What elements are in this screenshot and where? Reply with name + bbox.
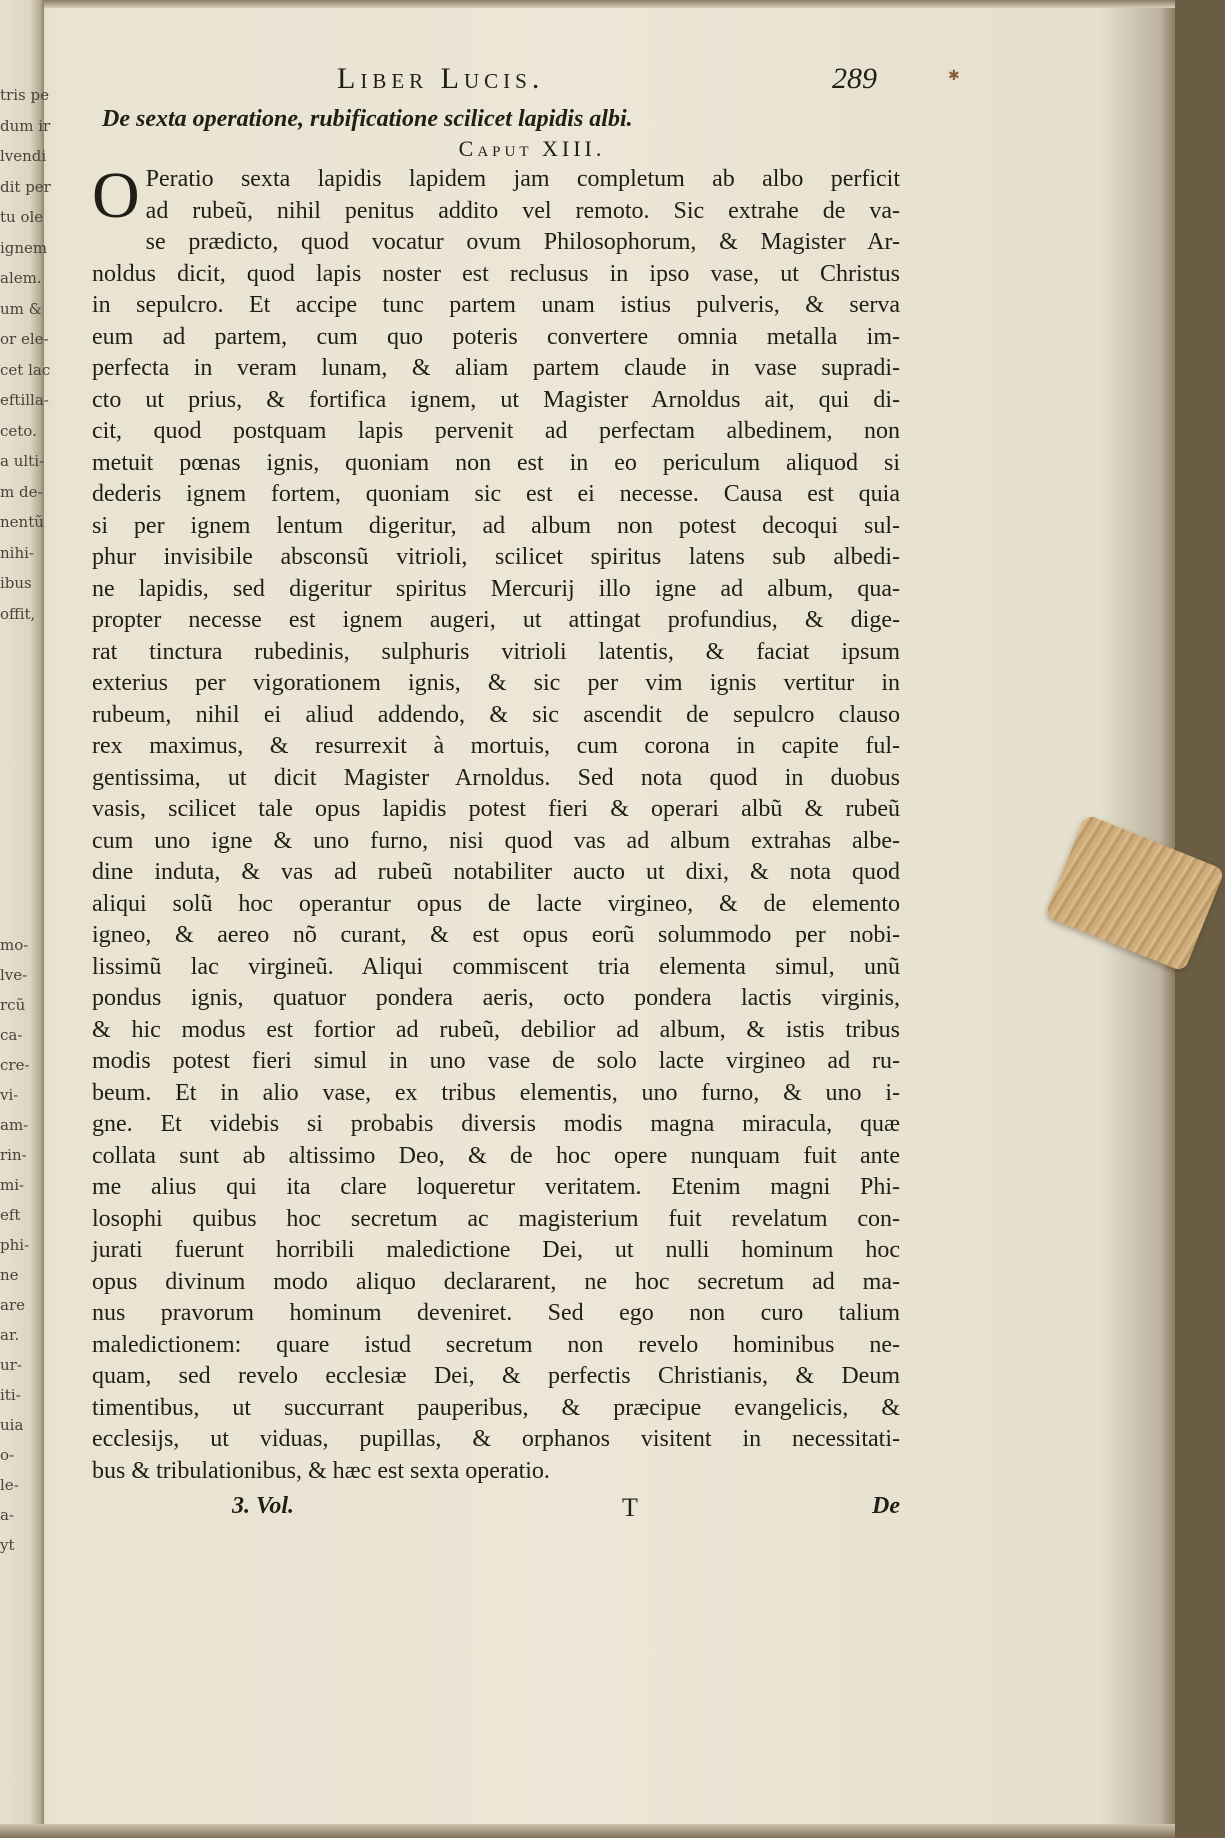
text-line: se prædicto, quod vocatur ovum Philosophorum, & Magister Ar-	[145, 229, 900, 255]
text-line: maledictionem: quare istud secretum non revelo hominibus ne-	[92, 1331, 900, 1358]
text-line: modis potest fieri simul in uno vase de solo lacte virgineo ad ru-	[92, 1048, 900, 1074]
previous-page-fragment: dum ir	[0, 116, 51, 135]
text-line: noldus dicit, quod lapis noster est reclusus in ipso vase, ut Christus	[92, 260, 900, 287]
previous-page-fragments-lower	[0, 930, 40, 1560]
previous-page-fragment: ceto.	[0, 421, 37, 440]
chapter-title: Caput XIII.	[458, 136, 606, 161]
text-line: gne. Et videbis si probabis diversis modis magna miracula, quæ	[92, 1111, 900, 1137]
text-line: igneo, & aereo nõ curant, & est opus eorũ solummodo per nobi-	[92, 922, 900, 948]
text-line: rex maximus, & resurrexit à mortuis, cum corona in capite ful-	[92, 733, 900, 759]
previous-page-fragment: iti-	[0, 1386, 21, 1404]
previous-page-fragment: a ulti-	[0, 452, 45, 470]
text-line: opus divinum modo aliquo declararent, ne hoc secretum ad ma-	[92, 1268, 900, 1295]
text-line: nus pravorum hominum deveniret. Sed ego non curo talium	[92, 1300, 900, 1326]
running-head	[72, 62, 1072, 104]
ink-mark-icon: ✱	[948, 69, 960, 84]
text-line: & hic modus est fortior ad rubeũ, debilior ad album, & istis tribus	[92, 1016, 900, 1043]
previous-page-fragment: dit per	[0, 177, 51, 196]
previous-page-fragment: uia	[0, 1416, 24, 1434]
previous-page-fragment: offit,	[0, 604, 36, 623]
previous-page-fragment: phi-	[0, 1236, 30, 1254]
previous-page-fragment: are	[0, 1296, 25, 1314]
previous-page-fragment: ignem	[0, 238, 48, 257]
text-line: cto ut prius, & fortifica ignem, ut Magister Arnoldus ait, qui di-	[92, 386, 900, 413]
previous-page-fragment: alem.	[0, 269, 42, 287]
section-title: De sexta operatione, rubificatione scilicet lapidis albi.	[102, 106, 633, 132]
previous-page-fragment: vi-	[0, 1086, 19, 1104]
text-line: in sepulcro. Et accipe tunc partem unam istius pulveris, & serva	[92, 292, 900, 318]
previous-page-fragment: mi-	[0, 1176, 25, 1194]
page-bottom-edge	[0, 1824, 1175, 1838]
previous-page-fragment: ne	[0, 1266, 19, 1284]
previous-page-fragment: nentũ	[0, 513, 44, 531]
text-line: me alius qui ita clare loqueretur veritatem. Etenim magni Phi-	[92, 1174, 900, 1200]
text-line: aliqui solũ hoc operantur opus de lacte virgineo, & de elemento	[92, 890, 900, 917]
previous-page-fragment: m de-	[0, 482, 43, 501]
text-line: gentissima, ut dicit Magister Arnoldus. Sed nota quod in duobus	[92, 764, 900, 791]
previous-page-fragment: um &	[0, 299, 43, 318]
text-line: exterius per vigorationem ignis, & sic per vim ignis vertitur in	[92, 670, 900, 696]
previous-page-fragment: rin-	[0, 1146, 27, 1164]
page-top-edge	[0, 0, 1175, 8]
body-text	[92, 159, 900, 1487]
previous-page-fragment: ar.	[0, 1326, 20, 1344]
previous-page-fragment: nihi-	[0, 543, 34, 562]
previous-page-fragment: lvendi	[0, 147, 47, 165]
drop-cap-initial: O	[92, 159, 140, 232]
text-line: timentibus, ut succurrant pauperibus, & præcipue evangelicis, &	[92, 1394, 900, 1421]
text-line: quam, sed revelo ecclesiæ Dei, & perfectis Christianis, & Deum	[92, 1363, 900, 1389]
text-line: dine induta, & vas ad rubeũ notabiliter aucto ut dixi, & nota quod	[92, 859, 900, 885]
previous-page-fragment: eftilla-	[0, 391, 49, 409]
previous-page-fragment: cre-	[0, 1056, 30, 1074]
text-line: cum uno igne & uno furno, nisi quod vas ad album extrahas albe-	[92, 827, 900, 854]
text-line: beum. Et in alio vase, ex tribus elementis, uno furno, & uno i-	[92, 1079, 900, 1106]
catchword: De	[872, 1493, 900, 1519]
previous-page-fragment: or ele-	[0, 330, 49, 348]
previous-page-fragment: yt	[0, 1536, 15, 1554]
previous-page-fragment: ur-	[0, 1356, 22, 1374]
previous-page-fragment: tris pe	[0, 86, 49, 104]
text-line: ad rubeũ, nihil penitus addito vel remoto. Sic extrahe de va-	[145, 197, 900, 224]
text-line: rubeum, nihil ei aliud addendo, & sic ascendit de sepulcro clauso	[92, 701, 900, 728]
text-line: cit, quod postquam lapis pervenit ad perfectam albedinem, non	[92, 418, 900, 444]
text-line: metuit pœnas ignis, quoniam non est in eo periculum aliquod si	[92, 449, 900, 476]
previous-page-fragment: rcũ	[0, 996, 26, 1014]
text-line: ne lapidis, sed digeritur spiritus Mercurij illo igne ad album, qua-	[92, 575, 900, 602]
previous-page-fragment: le-	[0, 1476, 19, 1494]
text-line: vasis, scilicet tale opus lapidis potest fieri & operari albũ & rubeũ	[92, 796, 900, 822]
text-line: propter necesse est ignem augeri, ut attingat profundius, & dige-	[92, 607, 900, 633]
previous-page-fragment: o-	[0, 1446, 15, 1464]
previous-page-fragment: ca-	[0, 1026, 23, 1044]
text-line: dederis ignem fortem, quoniam sic est ei necesse. Causa est quia	[92, 481, 900, 507]
previous-page-fragment: mo-	[0, 936, 29, 954]
text-line: jurati fuerunt horribili maledictione Dei, ut nulli hominum hoc	[92, 1237, 900, 1263]
previous-page-fragment: am-	[0, 1116, 29, 1134]
text-line: rat tinctura rubedinis, sulphuris vitrioli latentis, & faciat ipsum	[92, 638, 900, 665]
text-line: collata sunt ab altissimo Deo, & de hoc opere nunquam fuit ante	[92, 1142, 900, 1169]
text-line: perfecta in veram lunam, & aliam partem claude in vase supradi-	[92, 355, 900, 381]
text-line: losophi quibus hoc secretum ac magisterium fuit revelatum con-	[92, 1205, 900, 1232]
previous-page-fragment: lve-	[0, 966, 28, 984]
running-title: Liber Lucis.	[337, 62, 545, 95]
text-line: phur invisibile absconsũ vitrioli, scilicet spiritus latens sub albedi-	[92, 544, 900, 570]
text-line: eum ad partem, cum quo poteris convertere omnia metalla im-	[92, 323, 900, 350]
text-line: Peratio sexta lapidis lapidem jam completum ab albo perficit	[145, 166, 900, 192]
text-line: bus & tribulationibus, & hæc est sexta operatio.	[92, 1457, 550, 1484]
previous-page-fragment: a-	[0, 1506, 15, 1524]
page-content	[72, 62, 1072, 1533]
page-footer	[92, 1493, 900, 1533]
previous-page-fragment: eft	[0, 1206, 21, 1224]
text-line: lissimũ lac virgineũ. Aliqui commiscent tria elementa simul, unũ	[92, 953, 900, 980]
previous-page-fragment: tu ole	[0, 208, 44, 226]
text-line: ecclesijs, ut viduas, pupillas, & orphanos visitent in necessitati-	[92, 1426, 900, 1452]
page-number: 289	[832, 62, 877, 95]
text-line: pondus ignis, quatuor pondera aeris, octo pondera lactis virginis,	[92, 985, 900, 1011]
previous-page-fragment: ibus	[0, 574, 32, 592]
signature-letter: T	[622, 1493, 638, 1522]
previous-page-fragment: cet lac	[0, 360, 51, 379]
volume-signature: 3. Vol.	[232, 1493, 295, 1519]
text-line: si per ignem lentum digeritur, ad album non potest decoqui sul-	[92, 512, 900, 539]
